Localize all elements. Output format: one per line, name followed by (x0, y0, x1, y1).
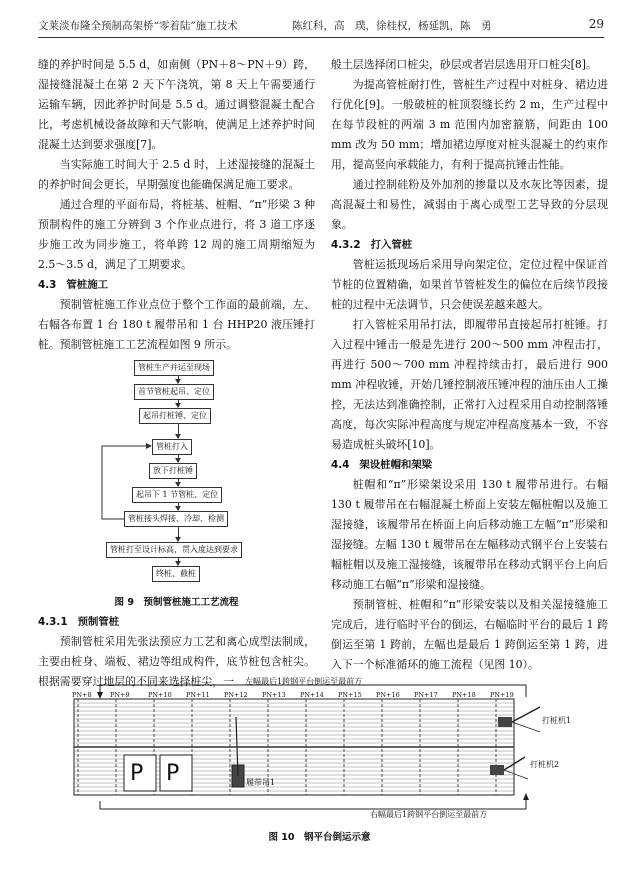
pier-label: PN+19 (490, 691, 514, 699)
paragraph: 般土层选择闭口桩尖，砂层或者岩层选用开口桩尖[8]。 (331, 58, 597, 71)
figure-10-caption: 图 10 钢平台倒运示意 (268, 832, 371, 843)
pier-label: PN+17 (414, 691, 438, 699)
platform-plan-drawing (70, 677, 590, 827)
pier-label: PN+15 (338, 691, 362, 699)
top-transfer-label: 左幅最后1跨钢平台倒运至最前方 (245, 677, 363, 686)
paragraph: 桩帽和“π”形梁架设采用 130 t 履带吊进行。右幅 130 t 履带吊在右幅混凝土桥面上安装左幅桩帽以及施工湿接缝，该履带吊在桥面上向后移动施工左幅“π”形梁和湿接缝。左幅 130 t 履带吊在左幅移动式钢平台上安装右幅桩帽以及施工湿接缝，该履带吊在移动式钢平台上向后移动施工右幅“π”形梁和湿接缝。 (331, 478, 608, 591)
pier-label: PN+11 (186, 691, 210, 699)
paragraph: 打入管桩采用吊打法，即履带吊直接起吊打桩锤。打入过程中锤击一般是先进行 200～500 mm 冲程击打，再进行 500～700 mm 冲程持续击打，最后进行 900 mm 冲程收锤，开始几锤控制液压锤冲程的油压由人工操控，无法达到准确控制，正常打入过程采用自动控制落锤高度，每次实际冲程高度与规定冲程高度基本一致，不容易造成桩头破坏[10]。 (331, 318, 608, 451)
figure-10-platform-diagram (70, 677, 590, 827)
platform-mark: P (166, 761, 180, 786)
flow-step: 管桩打入 (152, 439, 192, 455)
pier-label: PN+10 (148, 691, 172, 699)
flow-step: 管桩打至设计标高，贯入度达到要求 (106, 542, 242, 558)
paragraph: 通过控制硅粉及外加剂的掺量以及水灰比等因素，提高混凝土和易性，减弱由于离心成型工艺导致的分层现象。 (331, 178, 608, 231)
section-heading-4-3-2: 4.3.2 打入管桩 (331, 239, 413, 251)
section-heading-4-3-1: 4.3.1 预制管桩 (38, 616, 120, 628)
bottom-transfer-label: 右幅最后1跨钢平台倒运至最前方 (370, 810, 488, 819)
flow-step: 起吊打桩锤、定位 (139, 408, 211, 424)
paragraph: 为提高管桩耐打性，管桩生产过程中对桩身、裙边进行优化[9]。一般破桩的桩顶裂缝长约 2 m，生产过程中在每节段桩的两端 3 m 范围内加密箍筋，间距由 100 mm 改为 50 mm；增加裙边厚度对桩头混凝土的约束作用，提高竖向承载能力，有利于提高抗锤击性能。 (331, 78, 608, 171)
header-rule (38, 37, 604, 38)
left-column (38, 55, 315, 692)
pier-label: PN+16 (376, 691, 400, 699)
page-number: 29 (588, 17, 604, 31)
flow-step: 管桩接头焊接、冷却、检测 (124, 511, 228, 527)
paragraph: 当实际施工时间大于 2.5 d 时，上述湿接缝的混凝土的养护时间会更长，早期强度也能确保满足施工要求。 (38, 158, 315, 191)
section-heading-4-4: 4.4 架设桩帽和架梁 (331, 459, 433, 471)
paragraph: 预制管桩采用先张法预应力工艺和离心成型法制成，主要由桩身、端板、裙边等组成构件，底节桩包含桩尖。根据需要穿过地层的不同来选择桩尖，一 (38, 635, 315, 688)
paragraph: 缝的养护时间是 5.5 d，如南侧（PN＋8～PN＋9）跨，湿接缝混凝土在第 2 天下午浇筑，第 8 天上午需要通行运输车辆，因此养护时间是 5.5 d。通过调整混凝土配合比，考虑机械设备故障和天气影响，使满足上述养护时间混凝土达到要求强度[7]。 (38, 58, 315, 151)
flow-step: 首节管桩起吊、定位 (134, 384, 214, 400)
flow-step: 终桩、截桩 (152, 566, 200, 582)
pile-driver-1-label: 打桩机1 (542, 716, 572, 725)
paragraph: 通过合理的平面布局，将桩基、桩帽、“π”形梁 3 种预制构件的施工分辨到 3 个作业点进行，将 3 道工序逐步施工改为同步施工，将单跨 12 周的施工周期缩短为 2.5～3.5 d，满足了工期要求。 (38, 198, 315, 271)
paragraph: 预制管桩、桩帽和“π”形梁安装以及相关湿接缝施工完成后，进行临时平台的倒运，右幅临时平台的最后 1 跨倒运至第 1 跨前，左幅也是最后 1 跨倒运至第 1 跨，进入下一个标准循环的施工流程（见图 10）。 (331, 598, 608, 671)
crawler-crane-label: 履带吊1 (246, 778, 276, 787)
pier-label: PN+14 (300, 691, 324, 699)
pile-driver-1 (498, 707, 540, 732)
flow-loop-line (38, 358, 315, 608)
pier-label: PN+18 (452, 691, 476, 699)
running-authors: 陈红科，高 璞，徐桂权，杨延凯，陈 勇 (292, 20, 492, 32)
paragraph: 管桩运抵现场后采用导向架定位，定位过程中保证首节桩的位置精确，如果首节管桩发生的偏位在后续节段接桩的过程中无法调节，只会使误差越来越大。 (331, 258, 608, 311)
pile-driver-2-label: 打桩机2 (530, 760, 560, 769)
flow-step: 放下打桩锤 (149, 463, 197, 479)
pier-label: PN+8 (72, 691, 92, 699)
pier-label: PN+13 (262, 691, 286, 699)
figure-9-flowchart (38, 358, 315, 608)
flow-step: 管桩生产并运至现场 (134, 360, 214, 376)
figure-9-caption: 图 9 预制管桩施工工艺流程 (114, 597, 239, 608)
pier-label: PN+9 (110, 691, 130, 699)
platform-mark: P (130, 761, 144, 786)
right-column (331, 55, 608, 675)
section-heading-4-3: 4.3 管桩施工 (38, 279, 108, 291)
flow-step: 起吊下 1 节管桩、定位 (132, 487, 222, 503)
paragraph: 预制管桩施工作业点位于整个工作面的最前端，左、右幅各布置 1 台 180 t 履带吊和 1 台 HHP20 液压锤打桩。预制管桩施工工艺流程如图 9 所示。 (38, 298, 315, 351)
pier-label: PN+12 (224, 691, 248, 699)
journal-running-title: 文莱淡布隆全预制高架桥“零着陆”施工技术 (38, 20, 238, 32)
